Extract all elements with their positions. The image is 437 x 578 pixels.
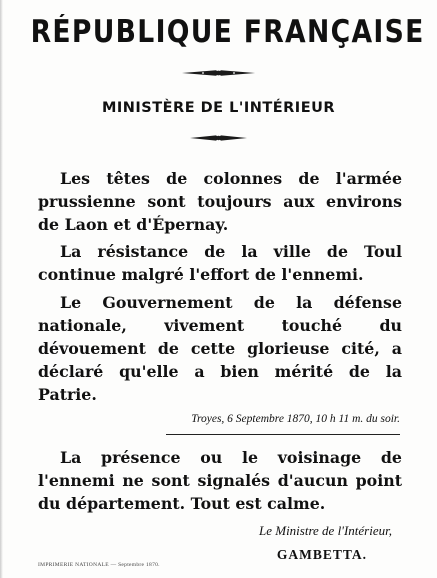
poster-title: RÉPUBLIQUE FRANÇAISE xyxy=(30,14,425,50)
paragraph-department-calm: La présence ou le voisinage de l'ennemi ne sont signalés d'aucun point du département. Tout est calme. xyxy=(38,448,402,513)
ornament-divider-top xyxy=(0,68,437,78)
ministry-heading: MINISTÈRE DE L'INTÉRIEUR xyxy=(101,100,336,116)
paragraph-government-declaration: Le Gouvernement de la défense nationale, vivement touché du dévouement de cette glorieuse cité, a déclaré qu'elle a bien mérité de la Patrie. xyxy=(38,293,402,404)
paper-edge-shadow xyxy=(0,0,3,578)
minister-signoff: Le Ministre de l'Intérieur, xyxy=(258,523,392,538)
paragraph-toul-resistance: La résistance de la ville de Toul continue malgré l'effort de l'ennemi. xyxy=(38,242,402,284)
printer-imprint: IMPRIMERIE NATIONALE — Septembre 1870. xyxy=(38,562,160,568)
signature-gambetta: GAMBETTA. xyxy=(276,547,367,562)
dateline-rule xyxy=(166,434,400,435)
paragraph-prussian-army: Les têtes de colonnes de l'armée prussienne sont toujours aux environs de Laon et d'Épernay. xyxy=(38,169,402,234)
dateline: Troyes, 6 Septembre 1870, 10 h 11 m. du soir. xyxy=(191,413,400,425)
ornament-divider-bottom xyxy=(0,133,437,143)
